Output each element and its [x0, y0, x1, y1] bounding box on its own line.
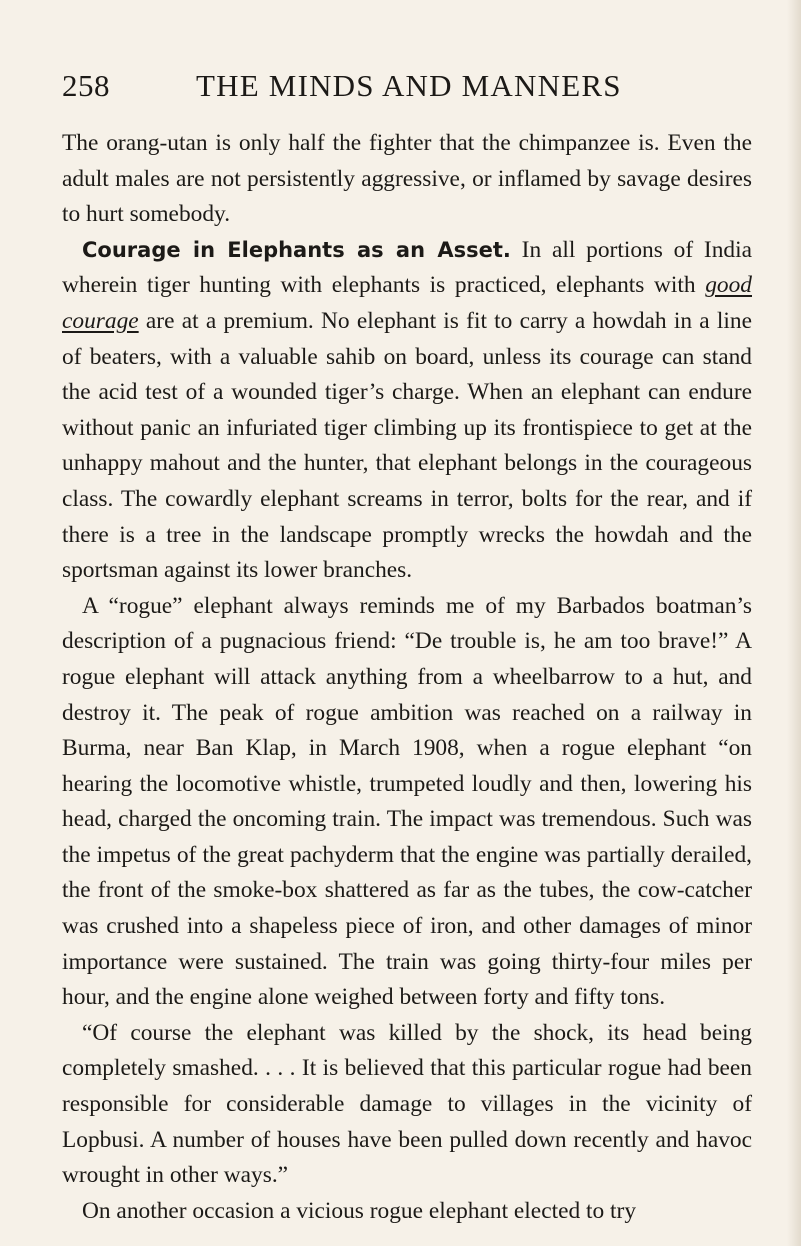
- paragraph-orang-utan: [62, 126, 752, 233]
- paragraph-text: In all portions of India wherein tiger hunting with elephants is practiced, elephants with: [62, 236, 752, 299]
- paragraph-text: “Of course the elephant was killed by the shock, its head being completely smashed. . . . It is believed that this particular rogue had been responsible for considerable damage to villages in the vicinity of Lopbusi. A number of houses have been pulled down recently and havoc wrought in other ways.”: [62, 1019, 752, 1189]
- paragraph-rogue-elephant: [62, 589, 752, 1016]
- body-text: [62, 126, 752, 1229]
- paragraph-courage-in-elephants: [62, 233, 752, 589]
- paragraph-text: A “rogue” elephant always reminds me of my Barbados boatman’s description of a pugnacious friend: “De trouble is, he am too brave!” A rogue elephant will attack anything from a wheelbarrow to a hut, and destroy it. The peak of rogue ambition was reached on a railway in Burma, near Ban Klap, in March 1908, when a rogue elephant “on hearing the locomotive whistle, trumpeted loudly and then, lowering his head, charged the oncoming train. The impact was tremendous. Such was the impetus of the great pachyderm that the engine was partially derailed, the front of the smoke-box shattered as far as the tubes, the cow-catcher was crushed into a shapeless piece of iron, and other damages of minor importance were sustained. The train was going thirty-four miles per hour, and the engine alone weighed between forty and fifty tons.: [62, 592, 752, 1011]
- emphasized-text: good courage: [62, 272, 752, 334]
- paragraph-another-occasion: [62, 1194, 752, 1230]
- section-heading: Courage in Elephants as an Asset.: [82, 237, 511, 262]
- paragraph-quotation: [62, 1016, 752, 1194]
- paragraph-text: The orang-utan is only half the fighter that the chimpanzee is. Even the adult males are not persistently aggressive, or inflamed by savage desires to hurt somebody.: [62, 130, 752, 228]
- running-head: [62, 66, 752, 106]
- paragraph-text: are at a premium. No elephant is fit to carry a howdah in a line of beaters, with a valuable sahib on board, unless its courage can stand the acid test of a wounded tiger’s charge. When an elephant can endure without panic an infuriated tiger climbing up its frontispiece to get at the unhappy mahout and the hunter, that elephant belongs in the courageous class. The cowardly elephant screams in terror, bolts for the rear, and if there is a tree in the landscape promptly wrecks the howdah and the sportsman against its lower branches.: [62, 307, 752, 584]
- page-edge-shadow: [787, 0, 801, 1246]
- paragraph-text: On another occasion a vicious rogue elephant elected to try: [82, 1197, 637, 1224]
- running-title: THE MINDS AND MANNERS: [196, 68, 622, 103]
- page-number: 258: [62, 68, 110, 103]
